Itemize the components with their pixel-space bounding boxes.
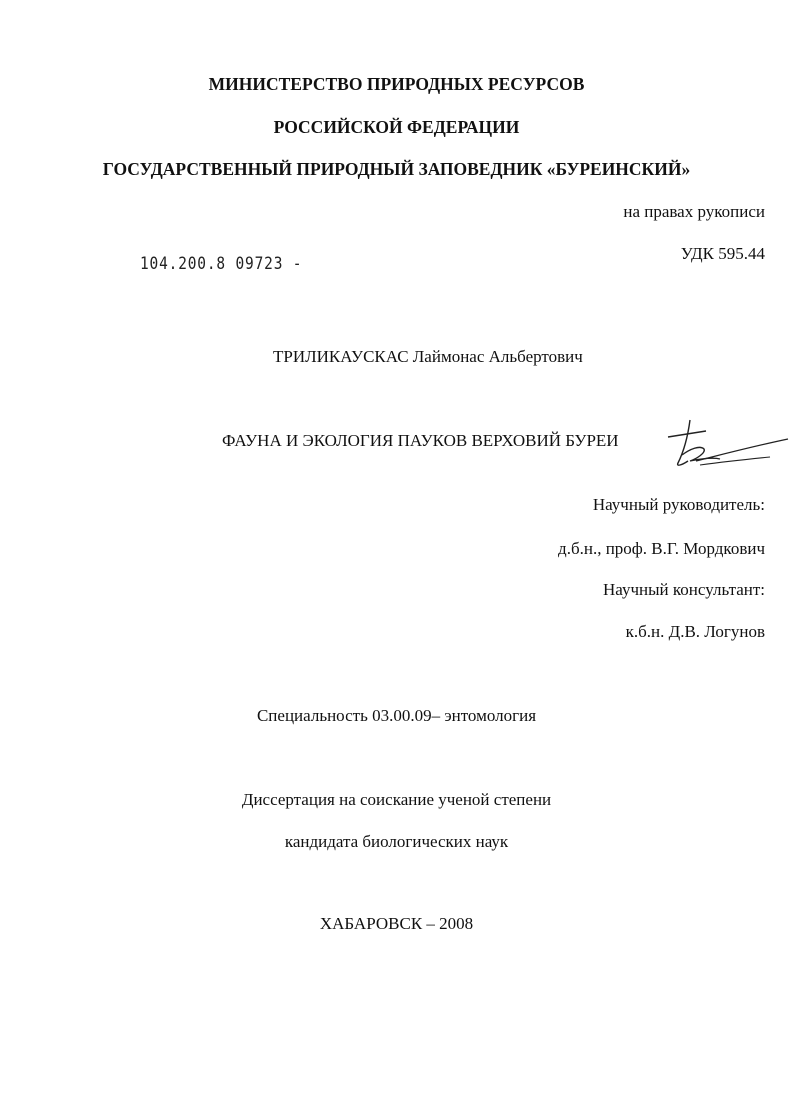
specialty: Специальность 03.00.09– энтомология	[256, 706, 537, 725]
consultant-name: к.б.н. Д.В. Логунов	[625, 622, 765, 641]
supervisor-label: Научный руководитель:	[592, 495, 765, 514]
udk-code: УДК 595.44	[680, 244, 765, 263]
ministry-title: МИНИСТЕРСТВО ПРИРОДНЫХ РЕСУРСОВ	[208, 74, 585, 94]
dissertation-title: ФАУНА И ЭКОЛОГИЯ ПАУКОВ ВЕРХОВИЙ БУРЕИ	[222, 431, 619, 450]
federation-title: РОССИЙСКОЙ ФЕДЕРАЦИИ	[273, 117, 520, 137]
author-name: ТРИЛИКАУСКАС Лаймонас Альбертович	[273, 347, 583, 366]
supervisor-name: д.б.н., проф. В.Г. Мордкович	[558, 539, 765, 558]
signature-icon	[660, 415, 790, 475]
city-year: ХАБАРОВСК – 2008	[319, 914, 474, 933]
registration-stamp: 104.200.8 09723 -	[140, 254, 303, 274]
rights-note: на правах рукописи	[623, 202, 765, 221]
degree: кандидата биологических наук	[284, 832, 509, 851]
reserve-title: ГОСУДАРСТВЕННЫЙ ПРИРОДНЫЙ ЗАПОВЕДНИК «БУРЕИНСКИЙ»	[102, 159, 691, 179]
consultant-label: Научный консультант:	[603, 580, 765, 599]
dissertation-type: Диссертация на соискание ученой степени	[241, 790, 552, 809]
